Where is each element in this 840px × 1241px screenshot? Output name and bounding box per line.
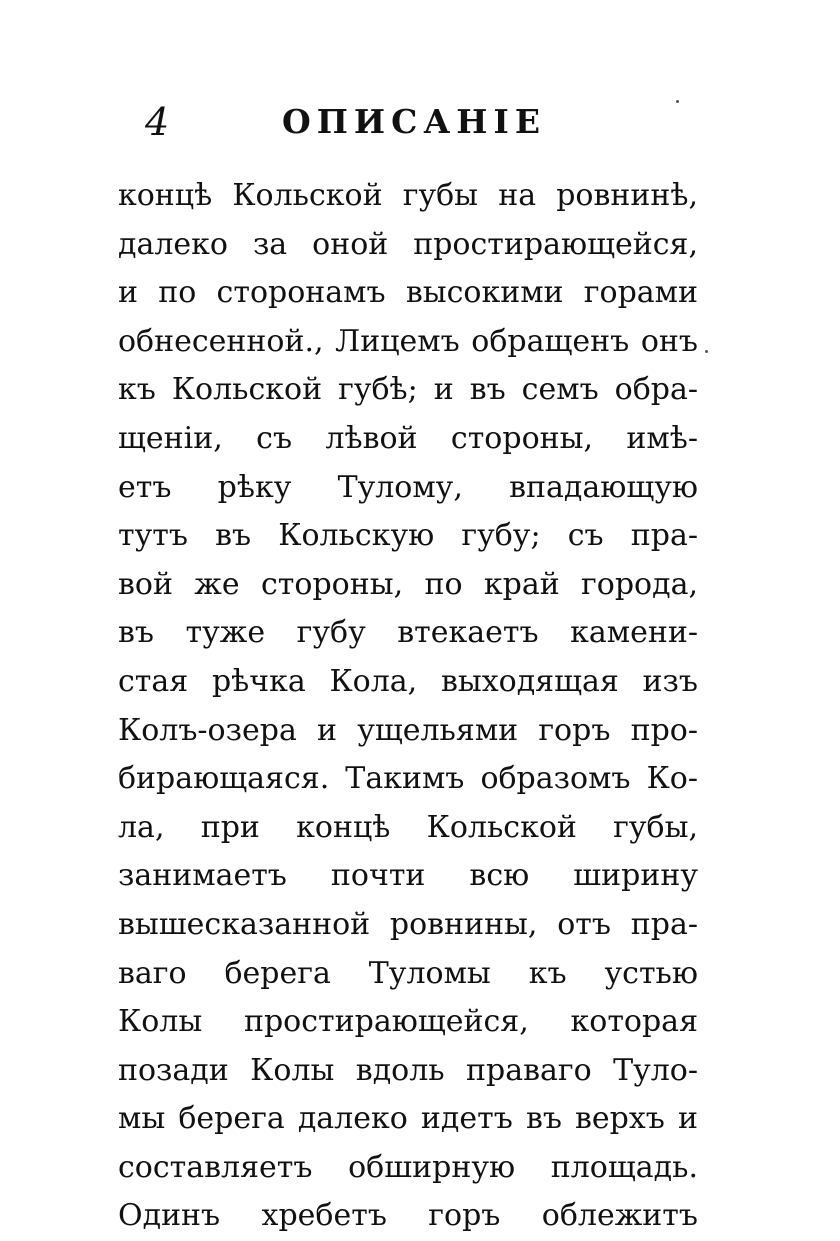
text-line: далеко за оной простирающейся, xyxy=(118,226,698,262)
text-line: бирающаяся. Такимъ образомъ Ко- xyxy=(118,761,698,797)
page-header xyxy=(140,98,700,146)
text-line: Колы простирающейся, которая xyxy=(118,1004,698,1040)
text-line: концѣ Кольской губы на ровнинѣ, xyxy=(118,178,698,213)
text-line: етъ рѣку Тулому, впадающую xyxy=(118,469,698,505)
text-line: щеніи, съ лѣвой стороны, имѣ- xyxy=(118,420,698,456)
text-line: ла, при концѣ Кольской губы, xyxy=(118,809,698,845)
text-line: Одинъ хребетъ горъ облежитъ xyxy=(118,1198,698,1234)
text-line: занимаетъ почти всю ширину xyxy=(118,858,698,894)
print-speck xyxy=(705,350,708,353)
text-line: къ Кольской губѣ; и въ семъ обра- xyxy=(118,372,698,408)
text-line: составляетъ обширную площадь. xyxy=(118,1149,698,1185)
text-line: ваго берега Туломы къ устью xyxy=(118,955,698,991)
text-line: Колъ-озера и ущельями горъ про- xyxy=(118,712,698,748)
running-title: ОПИСАНІЕ xyxy=(282,102,546,141)
page-number: 4 xyxy=(145,100,170,144)
text-line: вой же стороны, по край города, xyxy=(118,566,698,602)
text-line: вышесказанной ровнины, отъ пра- xyxy=(118,906,698,942)
text-line: стая рѣчка Кола, выходящая изъ xyxy=(118,663,698,699)
text-line: въ туже губу втекаетъ камени- xyxy=(118,615,698,651)
body-text xyxy=(118,172,698,1241)
text-line: тутъ въ Кольскую губу; съ пра- xyxy=(118,518,698,554)
print-speck xyxy=(676,100,679,103)
text-line: мы берега далеко идетъ въ верхъ и xyxy=(118,1101,698,1137)
text-line: позади Колы вдоль праваго Туло- xyxy=(118,1052,698,1088)
text-line: обнесенной., Лицемъ обращенъ онъ xyxy=(118,323,698,359)
text-line: и по сторонамъ высокими горами xyxy=(118,275,698,311)
